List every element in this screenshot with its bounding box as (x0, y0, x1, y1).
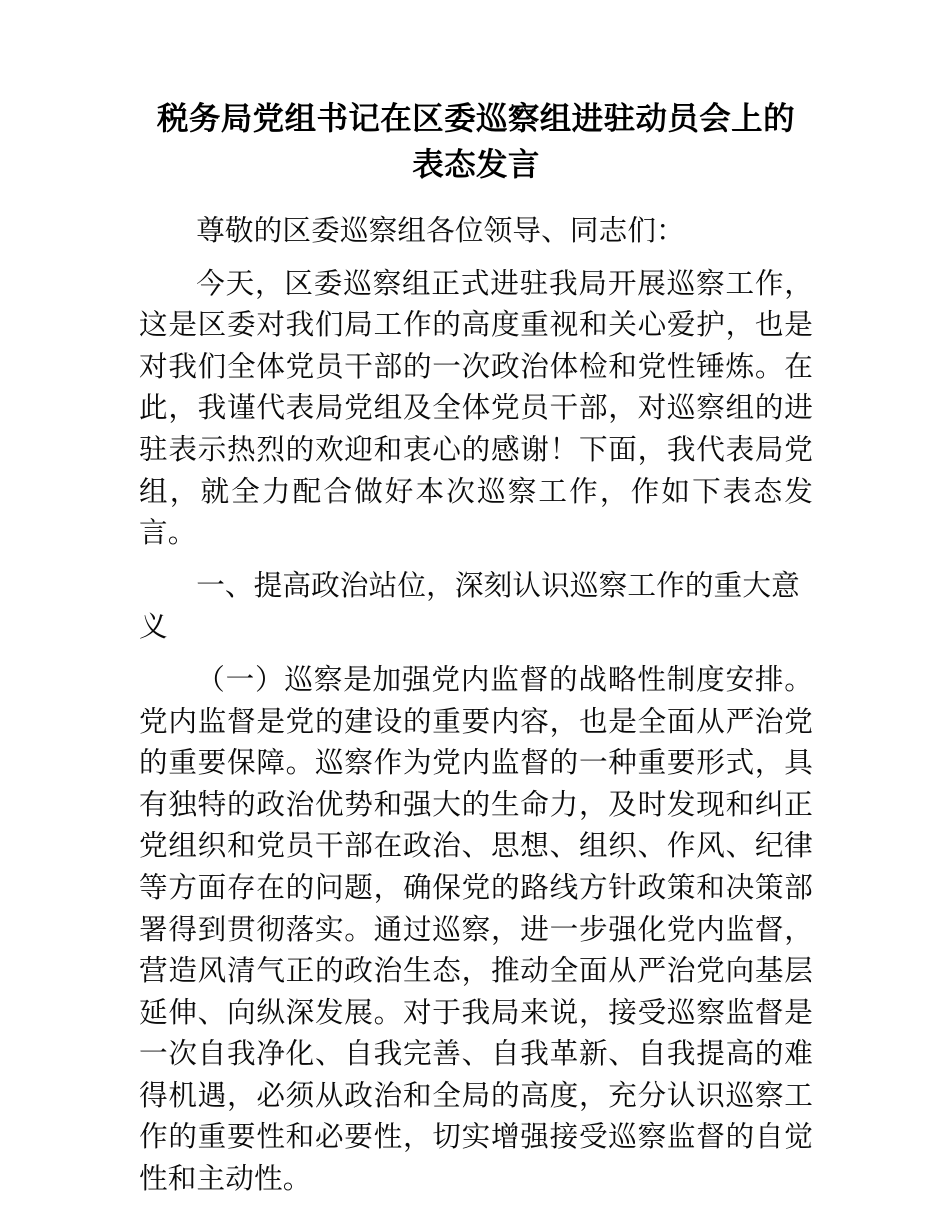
document-body (139, 210, 813, 1200)
paragraph-salutation: 尊敬的区委巡察组各位领导、同志们： (196, 213, 685, 247)
paragraph-section-1-item-1: （一）巡察是加强党内监督的战略性制度安排。党内监督是党的建设的重要内容，也是全面从严治党的重要保障。巡察作为党内监督的一种重要形式，具有独特的政治优势和强大的生命力，及时发现和纠正党组织和党员干部在政治、思想、组织、作风、纪律等方面存在的问题，确保党的路线方针政策和决策部署得到贯彻落实。通过巡察，进一步强化党内监督，营造风清气正的政治生态，推动全面从严治党向基层延伸、向纵深发展。对于我局来说，接受巡察监督是一次自我净化、自我完善、自我革新、自我提高的难得机遇，必须从政治和全局的高度，充分认识巡察工作的重要性和必要性，切实增强接受巡察监督的自觉性和主动性。 (139, 661, 813, 1196)
page-title: 税务局党组书记在区委巡察组进驻动员会上的表态发言 (156, 101, 795, 183)
document-content (139, 96, 813, 1200)
section-heading-1: 一、提高政治站位，深刻认识巡察工作的重大意义 (139, 567, 800, 644)
paragraph-opening: 今天，区委巡察组正式进驻我局开展巡察工作，这是区委对我们局工作的高度重视和关心爱护，也是对我们全体党员干部的一次政治体检和党性锤炼。在此，我谨代表局党组及全体党员干部，对巡察组的进驻表示热烈的欢迎和衷心的感谢！下面，我代表局党组，就全力配合做好本次巡察工作，作如下表态发言。 (139, 265, 813, 550)
